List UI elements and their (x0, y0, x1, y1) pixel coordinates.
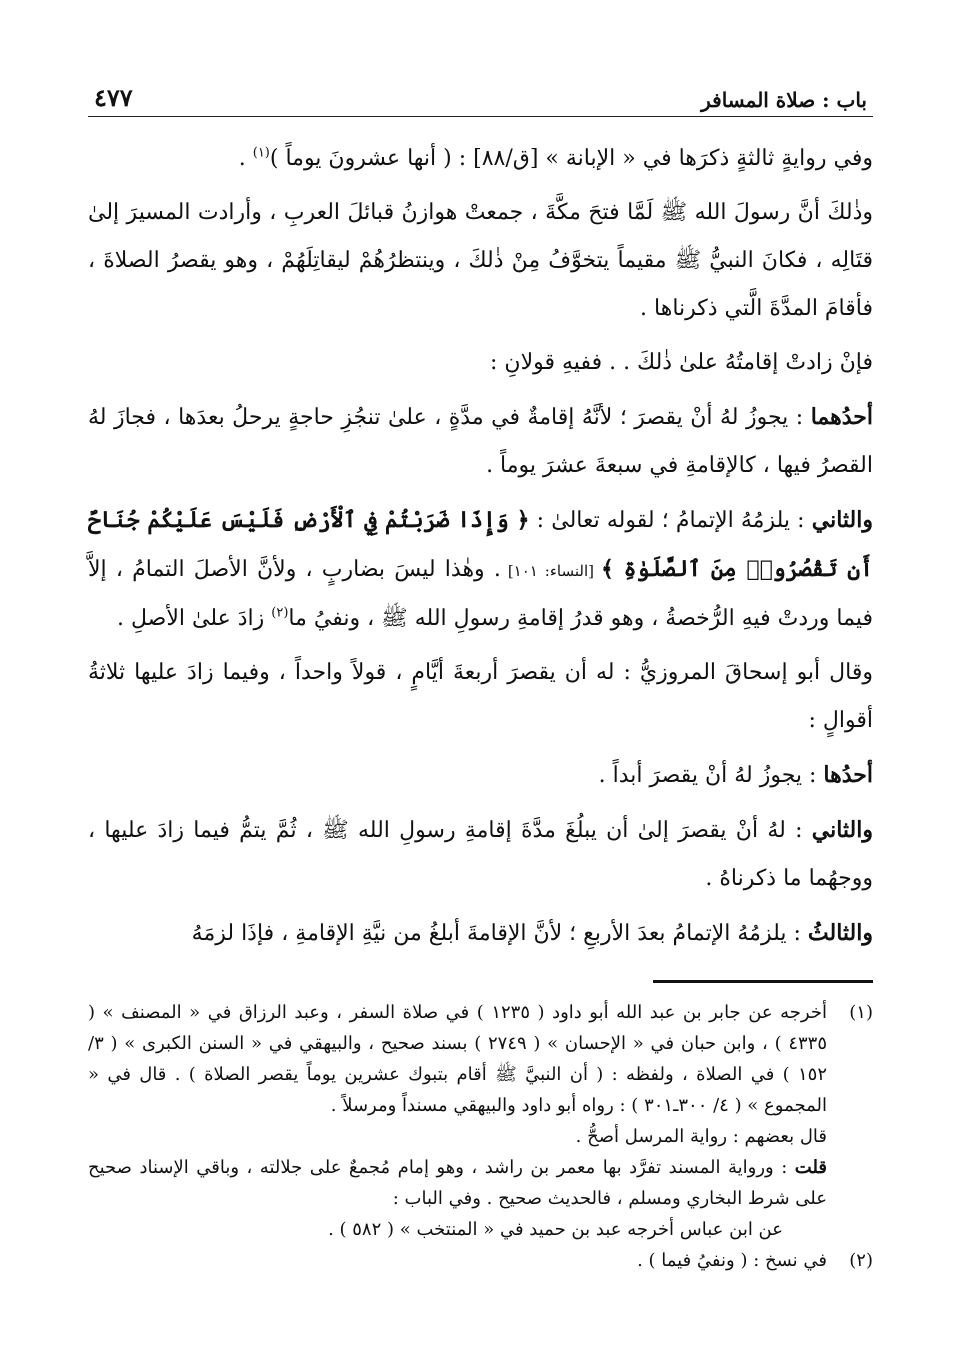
paragraph: فإنْ زادتْ إقامتُهُ علىٰ ذٰلكَ . . ففيهِ قولانِ : (490, 350, 873, 375)
opinion-label: والثالثُ (807, 920, 873, 946)
page-number: ٤٧٧ (94, 83, 133, 112)
paragraph: وفي روايةٍ ثالثةٍ ذكرَها في « الإبانة » [ق/٨٨] : ( أنها عشرونَ يوماً )$^{(١)}$ . (238, 145, 873, 171)
footnote-line: قلت : ورواية المسند تفرَّد بها معمر بن راشد ، وهو إمام مُجمعٌ على جلالته ، وباقي الإسناد صحيح على شرط البخاري ومسلم ، فالحديث صحيح . وفي الباب : (88, 1157, 828, 1209)
footnote-number: (١) (849, 1002, 873, 1023)
footnote-text: أخرجه عن جابر بن عبد الله أبو داود ( ١٢٣٥ ) في صلاة السفر ، وعبد الرزاق في « المصنف » ( ٤٣٣٥ ) ، وابن حبان في « الإحسان » ( ٢٧٤٩ ) بسند صحيح ، والبيهقي في « السنن الكبرى » ( ٣/ ١٥٢ ) في الصلاة ، ولفظه : ( أن النبيَّ ﷺ أقام بتبوك عشرين يوماً يقصر الصلاة ) . قال في « المجموع » ( ٤/ ٣٠٠ـ٣٠١ ) : رواه أبو داود والبيهقي مسنداً ومرسلاً . (88, 1002, 827, 1116)
chapter-title: باب : صلاة المسافر (701, 88, 867, 112)
paragraph: وذٰلكَ أنَّ رسولَ الله ﷺ لَمَّا فتحَ مكَّةَ ، جمعتْ هوازنُ قبائلَ العربِ ، وأرادت المسيرَ إلىٰ قتَالِه ، فكانَ النبيُّ ﷺ مقيماً يتخوَّفُ مِنْ ذٰلكَ ، وينتظرُهُمْ ليقاتِلَهُمْ ، وهو يقصرُ الصلاةَ ، فأقامَ المدَّةَ الَّتي ذكرناها . (88, 200, 873, 321)
footnote-number: (٢) (849, 1250, 873, 1271)
opinion-label: والثاني (811, 507, 873, 533)
opinion-label: والثاني (811, 817, 873, 843)
footnote-line: عن ابن عباس أخرجه عبد بن حميد في « المنتخب » ( ٥٨٢ ) . (328, 1219, 783, 1240)
footnote-2 (88, 1245, 873, 1276)
qult-label: قلت (794, 1157, 828, 1178)
footnote-ref[interactable]: (١) (252, 145, 270, 161)
running-header (88, 78, 873, 117)
quran-verse: ﴿ وَإِذَا ضَرَبْتُمْ فِي ٱلْأَرْضِ فَلَيْسَ عَلَيْكُمْ جُنَاحٌ أَن تَقْصُرُوا۟ مِنَ ٱلصَّلَوٰةِ ﴾ (88, 507, 873, 582)
verse-reference: [النساء: ١٠١] (500, 562, 601, 580)
paragraph: والثاني : يلزمُهُ الإتمامُ ؛ لقوله تعالىٰ : ﴿ وَإِذَا ضَرَبْتُمْ فِي ٱلْأَرْضِ فَلَيْسَ عَلَيْكُمْ جُنَاحٌ أَن تَقْصُرُوا۟ مِنَ ٱلصَّلَوٰةِ ﴾ [النساء: ١٠١] . وهٰذا ليسَ بضاربٍ ، ولأنَّ الأصلَ التمامُ ، إلاَّ فيما وردتْ فيهِ الرُّخصةُ ، وهو قدرُ إقامةِ رسولِ الله ﷺ ، ونفيُ ما$^{(٢)}$ زادَ علىٰ الأصلِ . (88, 507, 873, 631)
book-page (88, 78, 873, 1276)
paragraph: والثالثُ : يلزمُهُ الإتمامُ بعدَ الأربعِ ؛ لأنَّ الإقامةَ أبلغُ من نيَّةِ الإقامةِ ، فإذَا لزمَهُ (191, 920, 873, 946)
footnotes (88, 997, 873, 1276)
main-text (88, 135, 873, 958)
footnote-ref[interactable]: (٢) (271, 605, 289, 621)
footnote-1 (88, 997, 873, 1121)
opinion-label: أحدُهما (810, 404, 873, 430)
footnote-line: قال بعضهم : رواية المرسل أصحُّ . (575, 1126, 827, 1147)
opinion-label: أحدُها (823, 762, 873, 788)
footnote-separator (653, 980, 873, 983)
paragraph: أحدُها : يجوزُ لهُ أنْ يقصرَ أبداً . (598, 762, 873, 788)
footnote-text: في نسخ : ( ونفيُ فيما ) . (637, 1250, 827, 1271)
paragraph: والثاني : لهُ أنْ يقصرَ إلىٰ أن يبلُغَ مدَّةَ إقامةِ رسولِ الله ﷺ ، ثُمَّ يتمُّ فيما زادَ عليها ، ووجهُما ما ذكرناهُ . (88, 817, 873, 891)
paragraph: أحدُهما : يجوزُ لهُ أنْ يقصرَ ؛ لأنَّهُ إقامةٌ في مدَّةٍ ، علىٰ تنجُزِ حاجةٍ يرحلُ بعدَها ، فجازَ لهُ القصرُ فيها ، كالإقامةِ في سبعةَ عشرَ يوماً . (88, 404, 873, 478)
paragraph: وقال أبو إسحاقَ المروزيُّ : له أن يقصرَ أربعةَ أيَّامٍ ، قولاً واحداً ، وفيما زادَ عليها ثلاثةُ أقوالٍ : (88, 660, 873, 733)
